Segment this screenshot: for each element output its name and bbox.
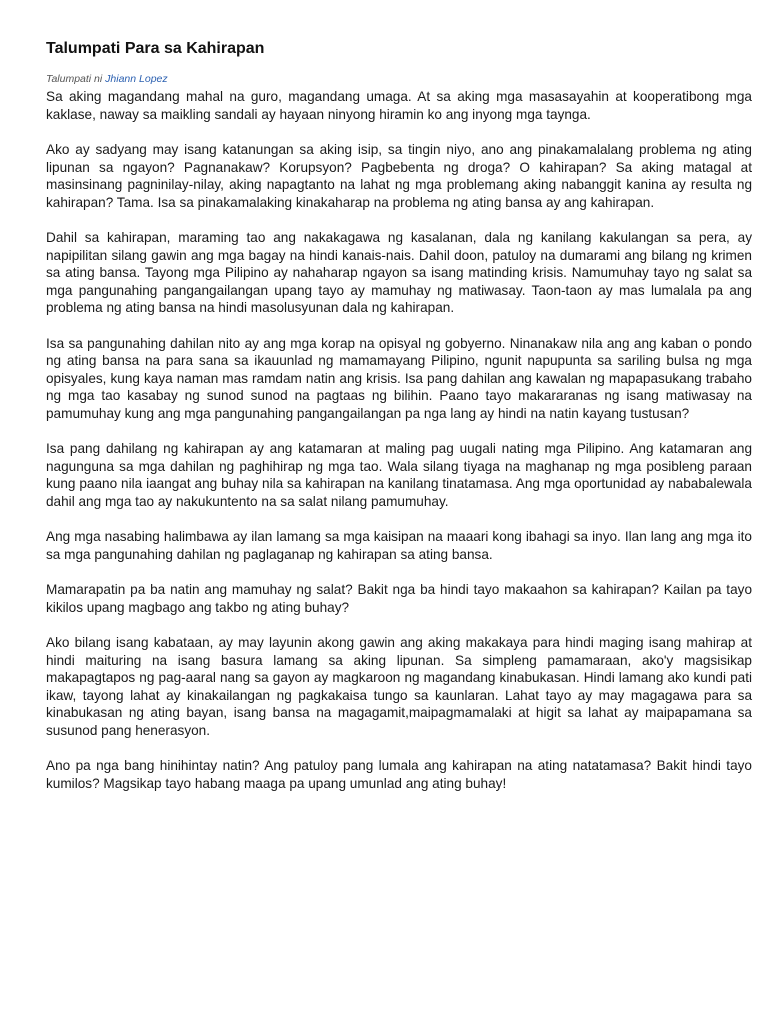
paragraph-3: Dahil sa kahirapan, maraming tao ang nakakagawa ng kasalanan, dala ng kanilang kakulangan sa pera, ay napipilitan silang gawin ang mga bagay na hindi kanais-nais. Dahil doon, patuloy na dumarami ang bilang ng krimen sa ating bansa. Tayong mga Pilipino ay nahaharap ngayon sa isang matinding krisis. Namumuhay tayo ng salat sa mga pangunahing pangangailangan upang tayo ay mamuhay ng matiwasay. Taon-taon ay mas lumalala pa ang problema ng ating bansa na hindi masolusyunan dala ng kahirapan. [46, 230, 752, 315]
paragraph-2: Ako ay sadyang may isang katanungan sa aking isip, sa tingin niyo, ano ang pinakamalalang problema ng ating lipunan sa ngayon? Pagnanakaw? Korupsyon? Pagbebenta ng droga? O kahirapan? Sa aking matagal at masinsinang pagninilay-nilay, aking napagtanto na lahat ng mga problemang aking nabanggit kanina ay resulta ng kahirapan? Tama. Isa sa pinakamalaking kinakaharap na problema ng ating bansa ay ang kahirapan. [46, 142, 752, 210]
paragraph-4: Isa sa pangunahing dahilan nito ay ang mga korap na opisyal ng gobyerno. Ninanakaw nila ang ang kaban o pondo ng ating bansa na para sana sa ikauunlad ng mamamayang Pilipino, ngunit napupunta sa sariling bulsa ng mga opisyales, kung kaya naman mas ramdam natin ang krisis. Isa pang dahilan ang kawalan ng mapapasukang trabaho ng mga tao kasabay ng sunod sunod na pagtaas ng bilihin. Paano tayo makararanas ng isang matiwasay na pamumuhay kung ang mga pangunahing pangangailangan pa nga lang ay hindi na natin kayang tustusan? [46, 335, 752, 421]
document-page [46, 38, 752, 810]
paragraph-1: Sa aking magandang mahal na guro, magandang umaga. At sa aking mga masasayahin at kooperatibong mga kaklase, naway sa maikling sandali ay hayaan ninyong hiramin ko ang inyong mga taynga. [46, 89, 752, 122]
paragraph-7: Mamarapatin pa ba natin ang mamuhay ng salat? Bakit nga ba hindi tayo makaahon sa kahirapan? Kailan pa tayo kikilos upang magbago ang takbo ng ating buhay? [46, 582, 752, 615]
author-link[interactable]: Jhiann Lopez [105, 73, 168, 85]
byline [46, 73, 752, 86]
paragraph-8: Ako bilang isang kabataan, ay may layunin akong gawin ang aking makakaya para hindi maging isang mahirap at hindi maituring na isang basura lamang sa aking lipunan. Sa simpleng pamamaraan, ako'y magsisikap makapagtapos ng pag-aaral nang sa gayon ay magkaroon ng magandang kinabukasan. Hindi lamang ako kundi pati ikaw, tayong lahat ay kinakailangan ng pagkakaisa tungo sa kaunlaran. Lahat tayo ay may magagawa para sa kinabukasan ng ating bayan, isang bansa na magagamit,maipagmamalaki at higit sa lahat ay maipapamana sa susunod pang henerasyon. [46, 635, 752, 738]
paragraph-9: Ano pa nga bang hinihintay natin? Ang patuloy pang lumala ang kahirapan na ating natatamasa? Bakit hindi tayo kumilos? Magsikap tayo habang maaga pa upang umunlad ang ating buhay! [46, 758, 752, 791]
paragraph-6: Ang mga nasabing halimbawa ay ilan lamang sa mga kaisipan na maaari kong ibahagi sa inyo. Ilan lang ang mga ito sa mga pangunahing dahilan ng paglaganap ng kahirapan sa ating bansa. [46, 529, 752, 562]
document-title: Talumpati Para sa Kahirapan [46, 40, 265, 57]
paragraph-5: Isa pang dahilang ng kahirapan ay ang katamaran at maling pag uugali nating mga Pilipino. Ang katamaran ang nagunguna sa mga dahilan ng paghihirap ng mga tao. Wala silang tiyaga na maghanap ng mga posibleng paraan kung paano nila iaangat ang buhay nila sa kahirapan na kanilang tinatamasa. Ang mga oportunidad ay nababalewala dahil ang mga tao ay nakukuntento na sa salat nilang pamumuhay. [46, 441, 752, 509]
byline-prefix: Talumpati ni [46, 73, 103, 85]
